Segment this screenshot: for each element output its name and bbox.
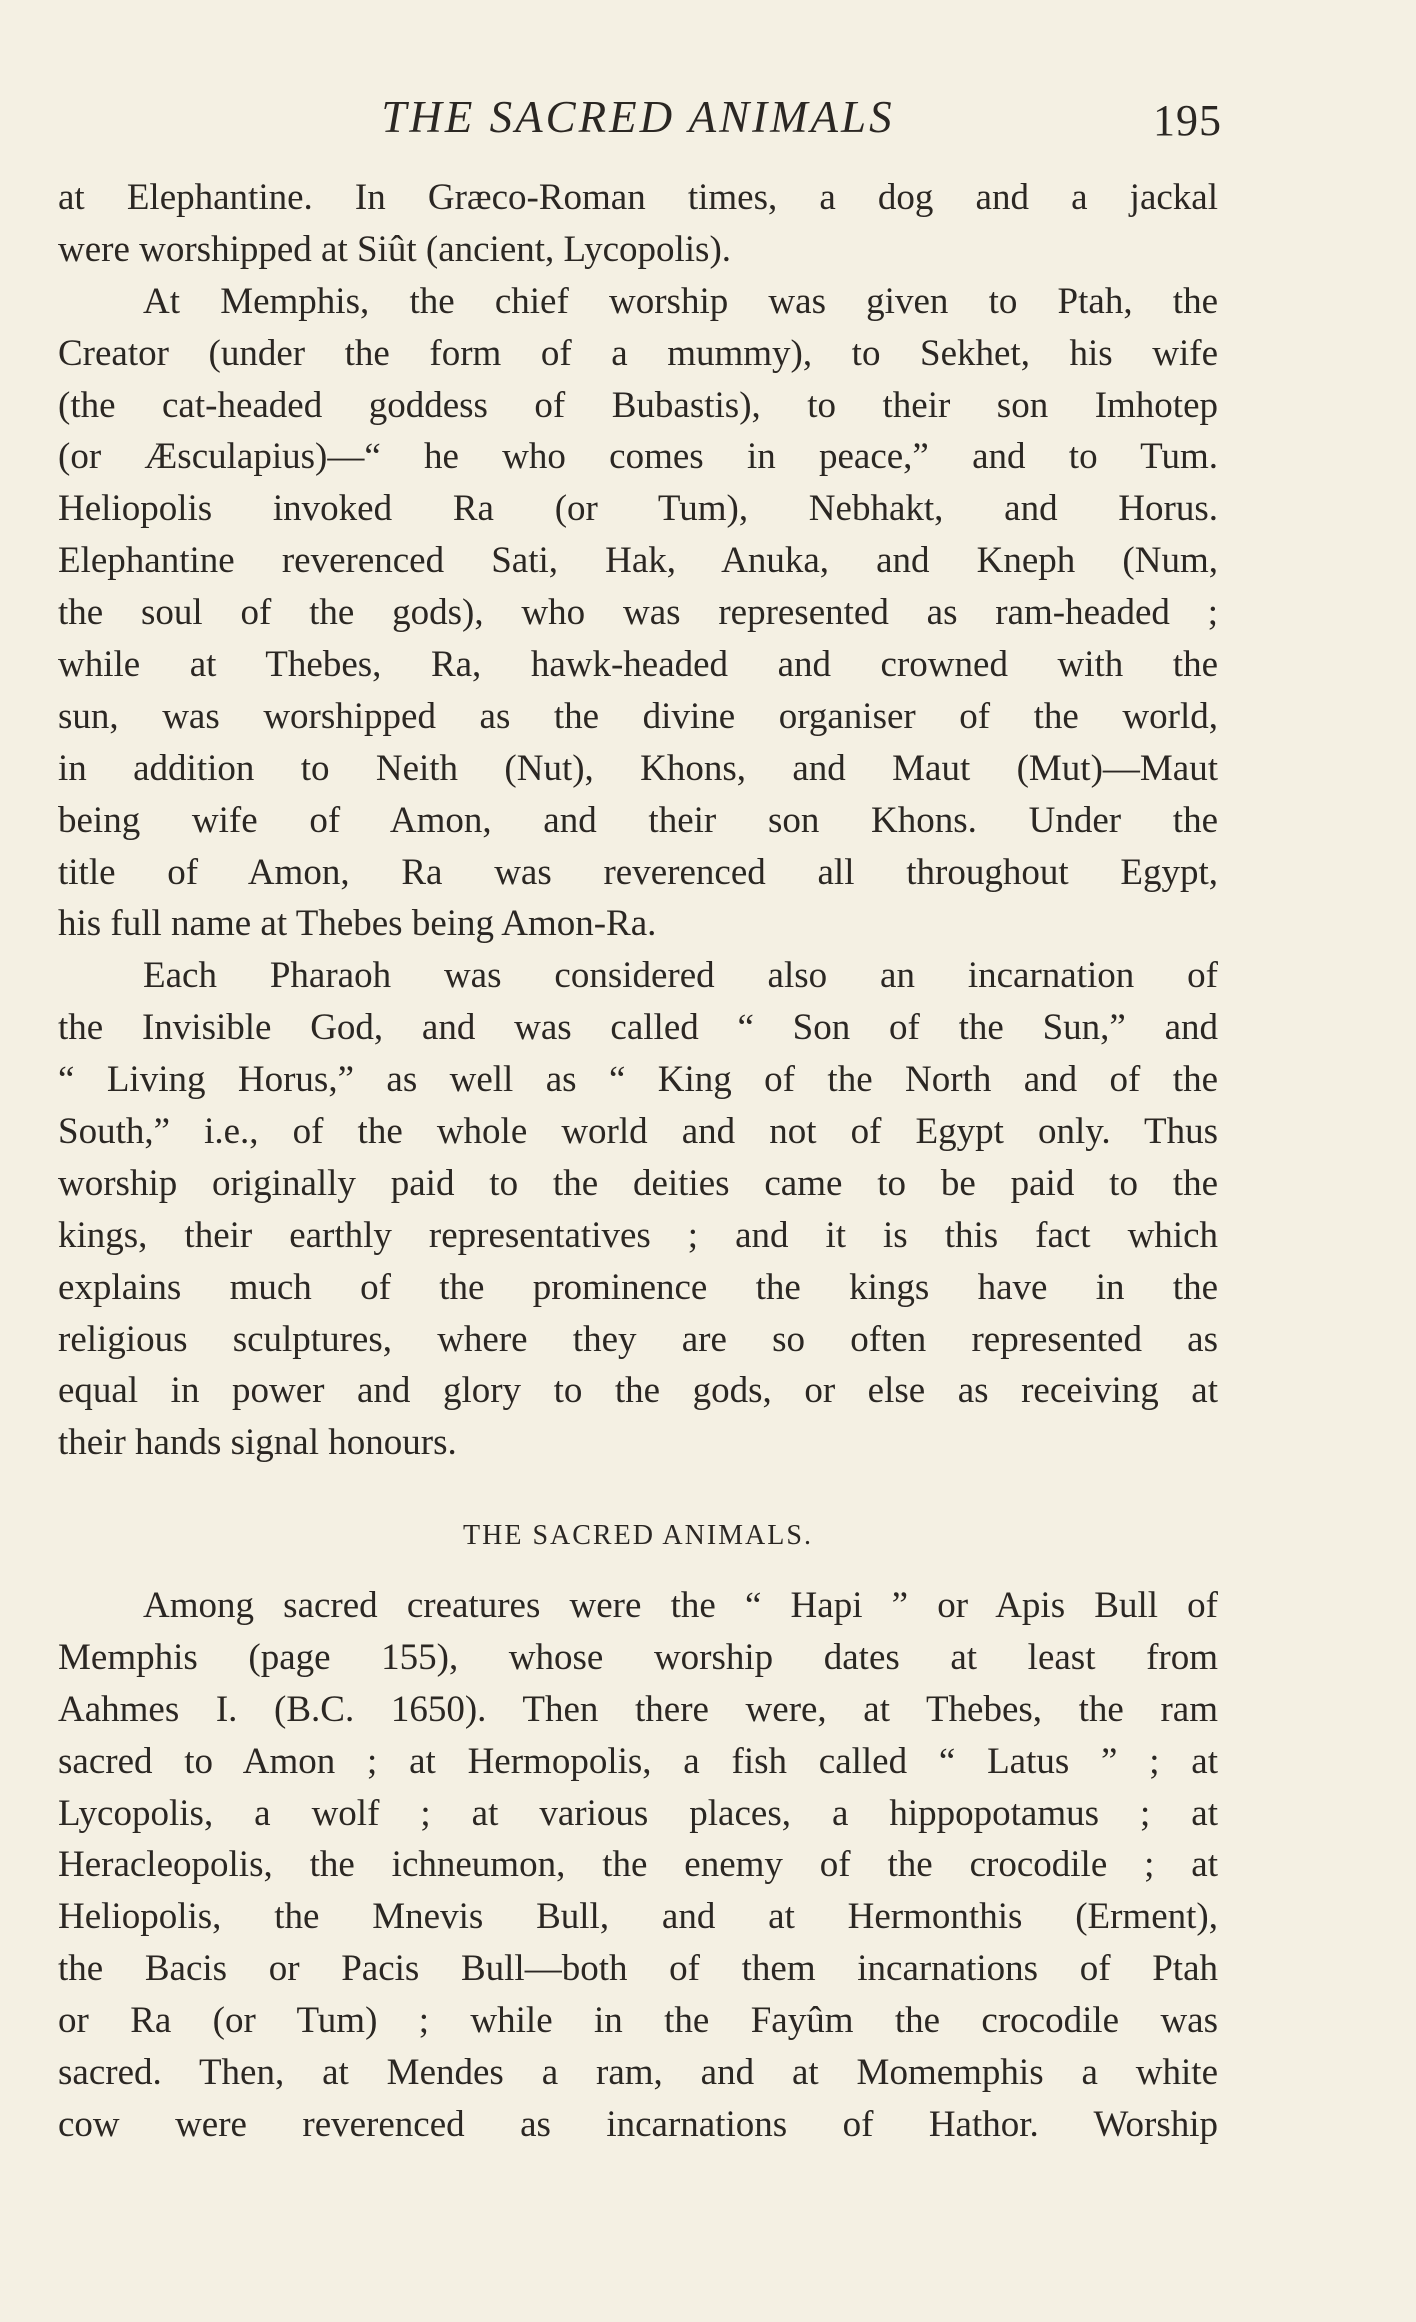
text-line: in addition to Neith (Nut), Khons, and Maut (Mut)—Maut — [58, 747, 1218, 789]
section-heading: THE SACRED ANIMALS. — [463, 1520, 813, 1551]
paragraph-first-line: Among sacred creatures were the “ Hapi ” or Apis Bull of — [143, 1585, 1218, 1626]
text-line: “ Living Horus,” as well as “ King of the North and of the — [58, 1059, 1218, 1101]
text-line: Heracleopolis, the ichneumon, the enemy of the crocodile ; at — [58, 1844, 1218, 1886]
body-text-section-2 — [58, 1580, 1218, 2151]
text-line: the soul of the gods), who was represented as ram-headed ; — [58, 592, 1218, 634]
text-line: equal in power and glory to the gods, or else as receiving at — [58, 1370, 1218, 1412]
text-line: at Elephantine. In Græco-Roman times, a dog and a jackal — [58, 177, 1218, 218]
text-line: Creator (under the form of a mummy), to Sekhet, his wife — [58, 332, 1218, 374]
text-line: Heliopolis invoked Ra (or Tum), Nebhakt, and Horus. — [58, 488, 1218, 530]
text-line: Elephantine reverenced Sati, Hak, Anuka, and Kneph (Num, — [58, 540, 1218, 582]
text-line: while at Thebes, Ra, hawk-headed and crowned with the — [58, 644, 1218, 686]
body-text-section-1 — [58, 172, 1218, 1469]
text-line: title of Amon, Ra was reverenced all throughout Egypt, — [58, 851, 1218, 893]
text-line: sacred. Then, at Mendes a ram, and at Momemphis a white — [58, 2052, 1218, 2094]
text-line: South,” i.e., of the whole world and not of Egypt only. Thus — [58, 1111, 1218, 1153]
running-title: THE SACRED ANIMALS — [381, 92, 895, 142]
page-number: 195 — [1153, 96, 1222, 145]
text-line: kings, their earthly representatives ; and it is this fact which — [58, 1214, 1218, 1256]
text-line: the Bacis or Pacis Bull—both of them incarnations of Ptah — [58, 1948, 1218, 1990]
text-line: explains much of the prominence the kings have in the — [58, 1266, 1218, 1308]
text-line: their hands signal honours. — [58, 1422, 457, 1464]
text-line: cow were reverenced as incarnations of Hathor. Worship — [58, 2103, 1218, 2145]
text-line: Heliopolis, the Mnevis Bull, and at Hermonthis (Erment), — [58, 1896, 1218, 1938]
text-line: Memphis (page 155), whose worship dates at least from — [58, 1636, 1218, 1678]
text-line: Aahmes I. (B.C. 1650). Then there were, at Thebes, the ram — [58, 1688, 1218, 1730]
text-line: being wife of Amon, and their son Khons. Under the — [58, 799, 1218, 841]
paragraph-first-line: Each Pharaoh was considered also an incarnation of — [143, 955, 1218, 997]
text-line: religious sculptures, where they are so often represented as — [58, 1318, 1218, 1360]
text-line: were worshipped at Siût (ancient, Lycopolis). — [58, 228, 732, 270]
text-line: sacred to Amon ; at Hermopolis, a fish called “ Latus ” ; at — [58, 1740, 1218, 1782]
text-line: (or Æsculapius)—“ he who comes in peace,” and to Tum. — [58, 436, 1218, 478]
paragraph-first-line: At Memphis, the chief worship was given to Ptah, the — [143, 280, 1218, 322]
text-line: or Ra (or Tum) ; while in the Fayûm the crocodile was — [58, 2000, 1218, 2042]
text-line: (the cat-headed goddess of Bubastis), to their son Imhotep — [58, 384, 1218, 426]
text-line: worship originally paid to the deities came to be paid to the — [58, 1162, 1218, 1204]
text-line: the Invisible God, and was called “ Son of the Sun,” and — [58, 1007, 1218, 1049]
text-line: sun, was worshipped as the divine organiser of the world, — [58, 695, 1218, 737]
text-line: his full name at Thebes being Amon-Ra. — [58, 903, 657, 945]
text-line: Lycopolis, a wolf ; at various places, a hippopotamus ; at — [58, 1792, 1218, 1834]
running-head — [58, 82, 1222, 152]
